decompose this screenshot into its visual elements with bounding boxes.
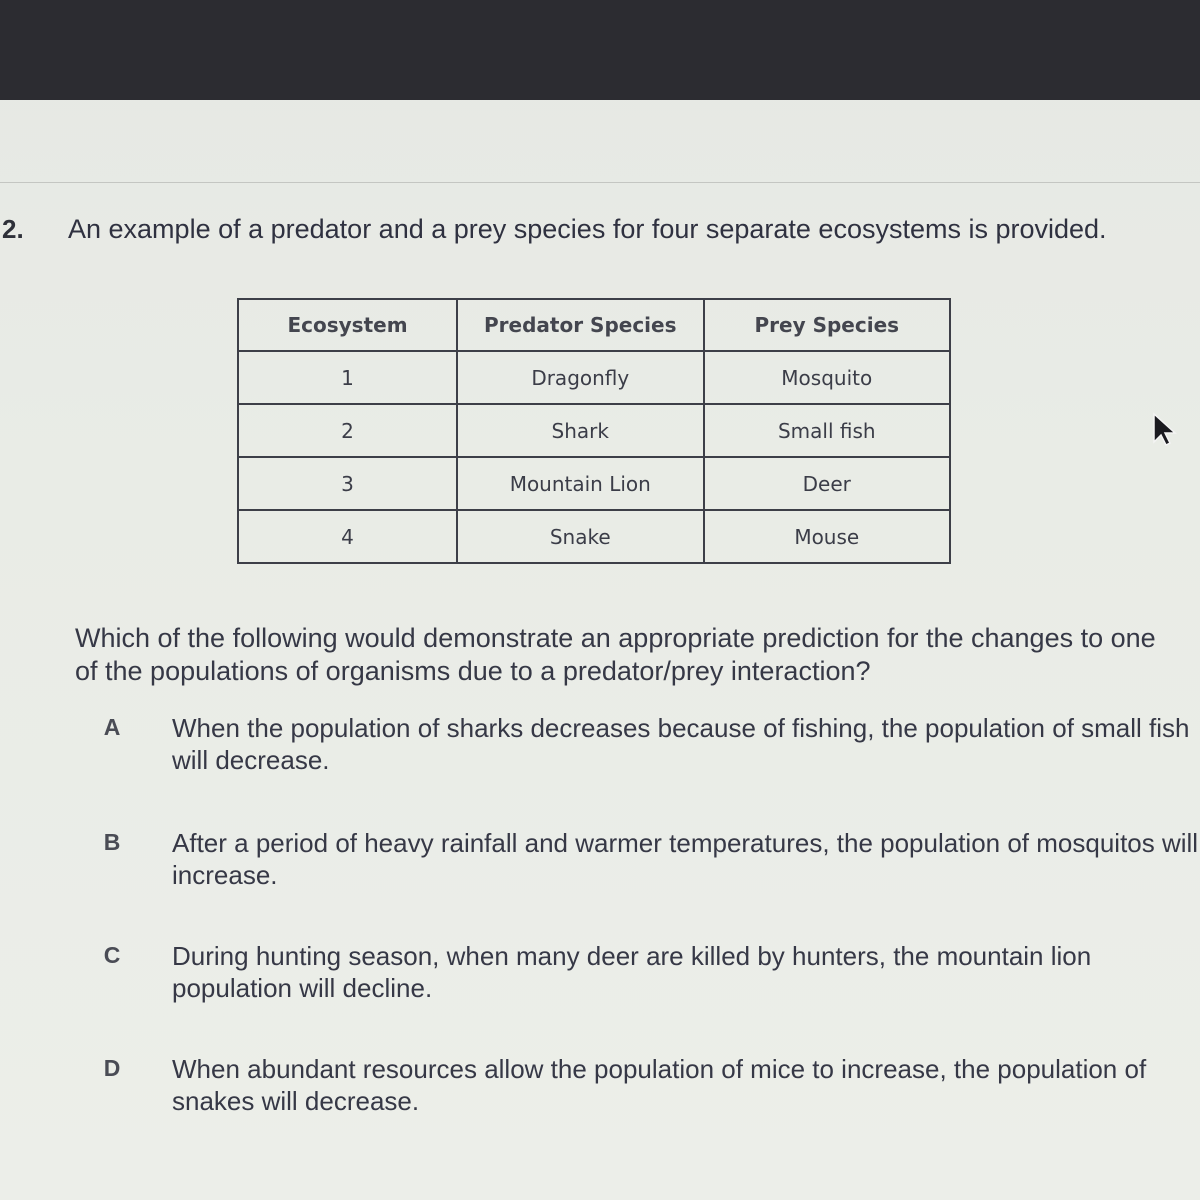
- divider-line: [0, 182, 1200, 183]
- option-text: During hunting season, when many deer are killed by hunters, the mountain lion population will decline.: [172, 941, 1092, 1003]
- ecosystem-cell: 2: [238, 404, 457, 457]
- header-prey-species: Prey Species: [704, 299, 950, 351]
- header-predator-species: Predator Species: [457, 299, 704, 351]
- table-header-row: [238, 299, 950, 351]
- ecosystem-cell: 3: [238, 457, 457, 510]
- prey-cell: Mouse: [704, 510, 950, 563]
- question-number: 2.: [2, 214, 24, 244]
- browser-top-bar: [0, 0, 1200, 100]
- header-ecosystem: Ecosystem: [238, 299, 457, 351]
- option-letter: C: [103, 942, 121, 968]
- option-text: When the population of sharks decreases because of fishing, the population of small fish will decrease.: [172, 713, 1190, 775]
- predator-cell: Snake: [457, 510, 704, 563]
- ecosystem-cell: 4: [238, 510, 457, 563]
- predator-cell: Mountain Lion: [457, 457, 704, 510]
- ecosystem-cell: 1: [238, 351, 457, 404]
- table-row: [238, 351, 950, 404]
- table-row: [238, 404, 950, 457]
- table-row: [238, 457, 950, 510]
- option-letter: A: [103, 714, 121, 740]
- table-row: [238, 510, 950, 563]
- question-intro: An example of a predator and a prey species for four separate ecosystems is provided.: [68, 214, 1107, 244]
- predator-cell: Shark: [457, 404, 704, 457]
- prey-cell: Deer: [704, 457, 950, 510]
- question-stem: Which of the following would demonstrate an appropriate prediction for the changes to one of the populations of organisms due to a predator/prey interaction?: [75, 623, 1156, 686]
- predator-prey-table: [237, 298, 951, 564]
- prey-cell: Small fish: [704, 404, 950, 457]
- option-letter: D: [103, 1055, 121, 1081]
- mouse-pointer-icon: [1152, 412, 1180, 446]
- option-text: When abundant resources allow the population of mice to increase, the population of snakes will decrease.: [172, 1054, 1147, 1116]
- prey-cell: Mosquito: [704, 351, 950, 404]
- predator-cell: Dragonfly: [457, 351, 704, 404]
- option-text: After a period of heavy rainfall and warmer temperatures, the population of mosquitos will increase.: [172, 828, 1199, 890]
- option-letter: B: [103, 829, 121, 855]
